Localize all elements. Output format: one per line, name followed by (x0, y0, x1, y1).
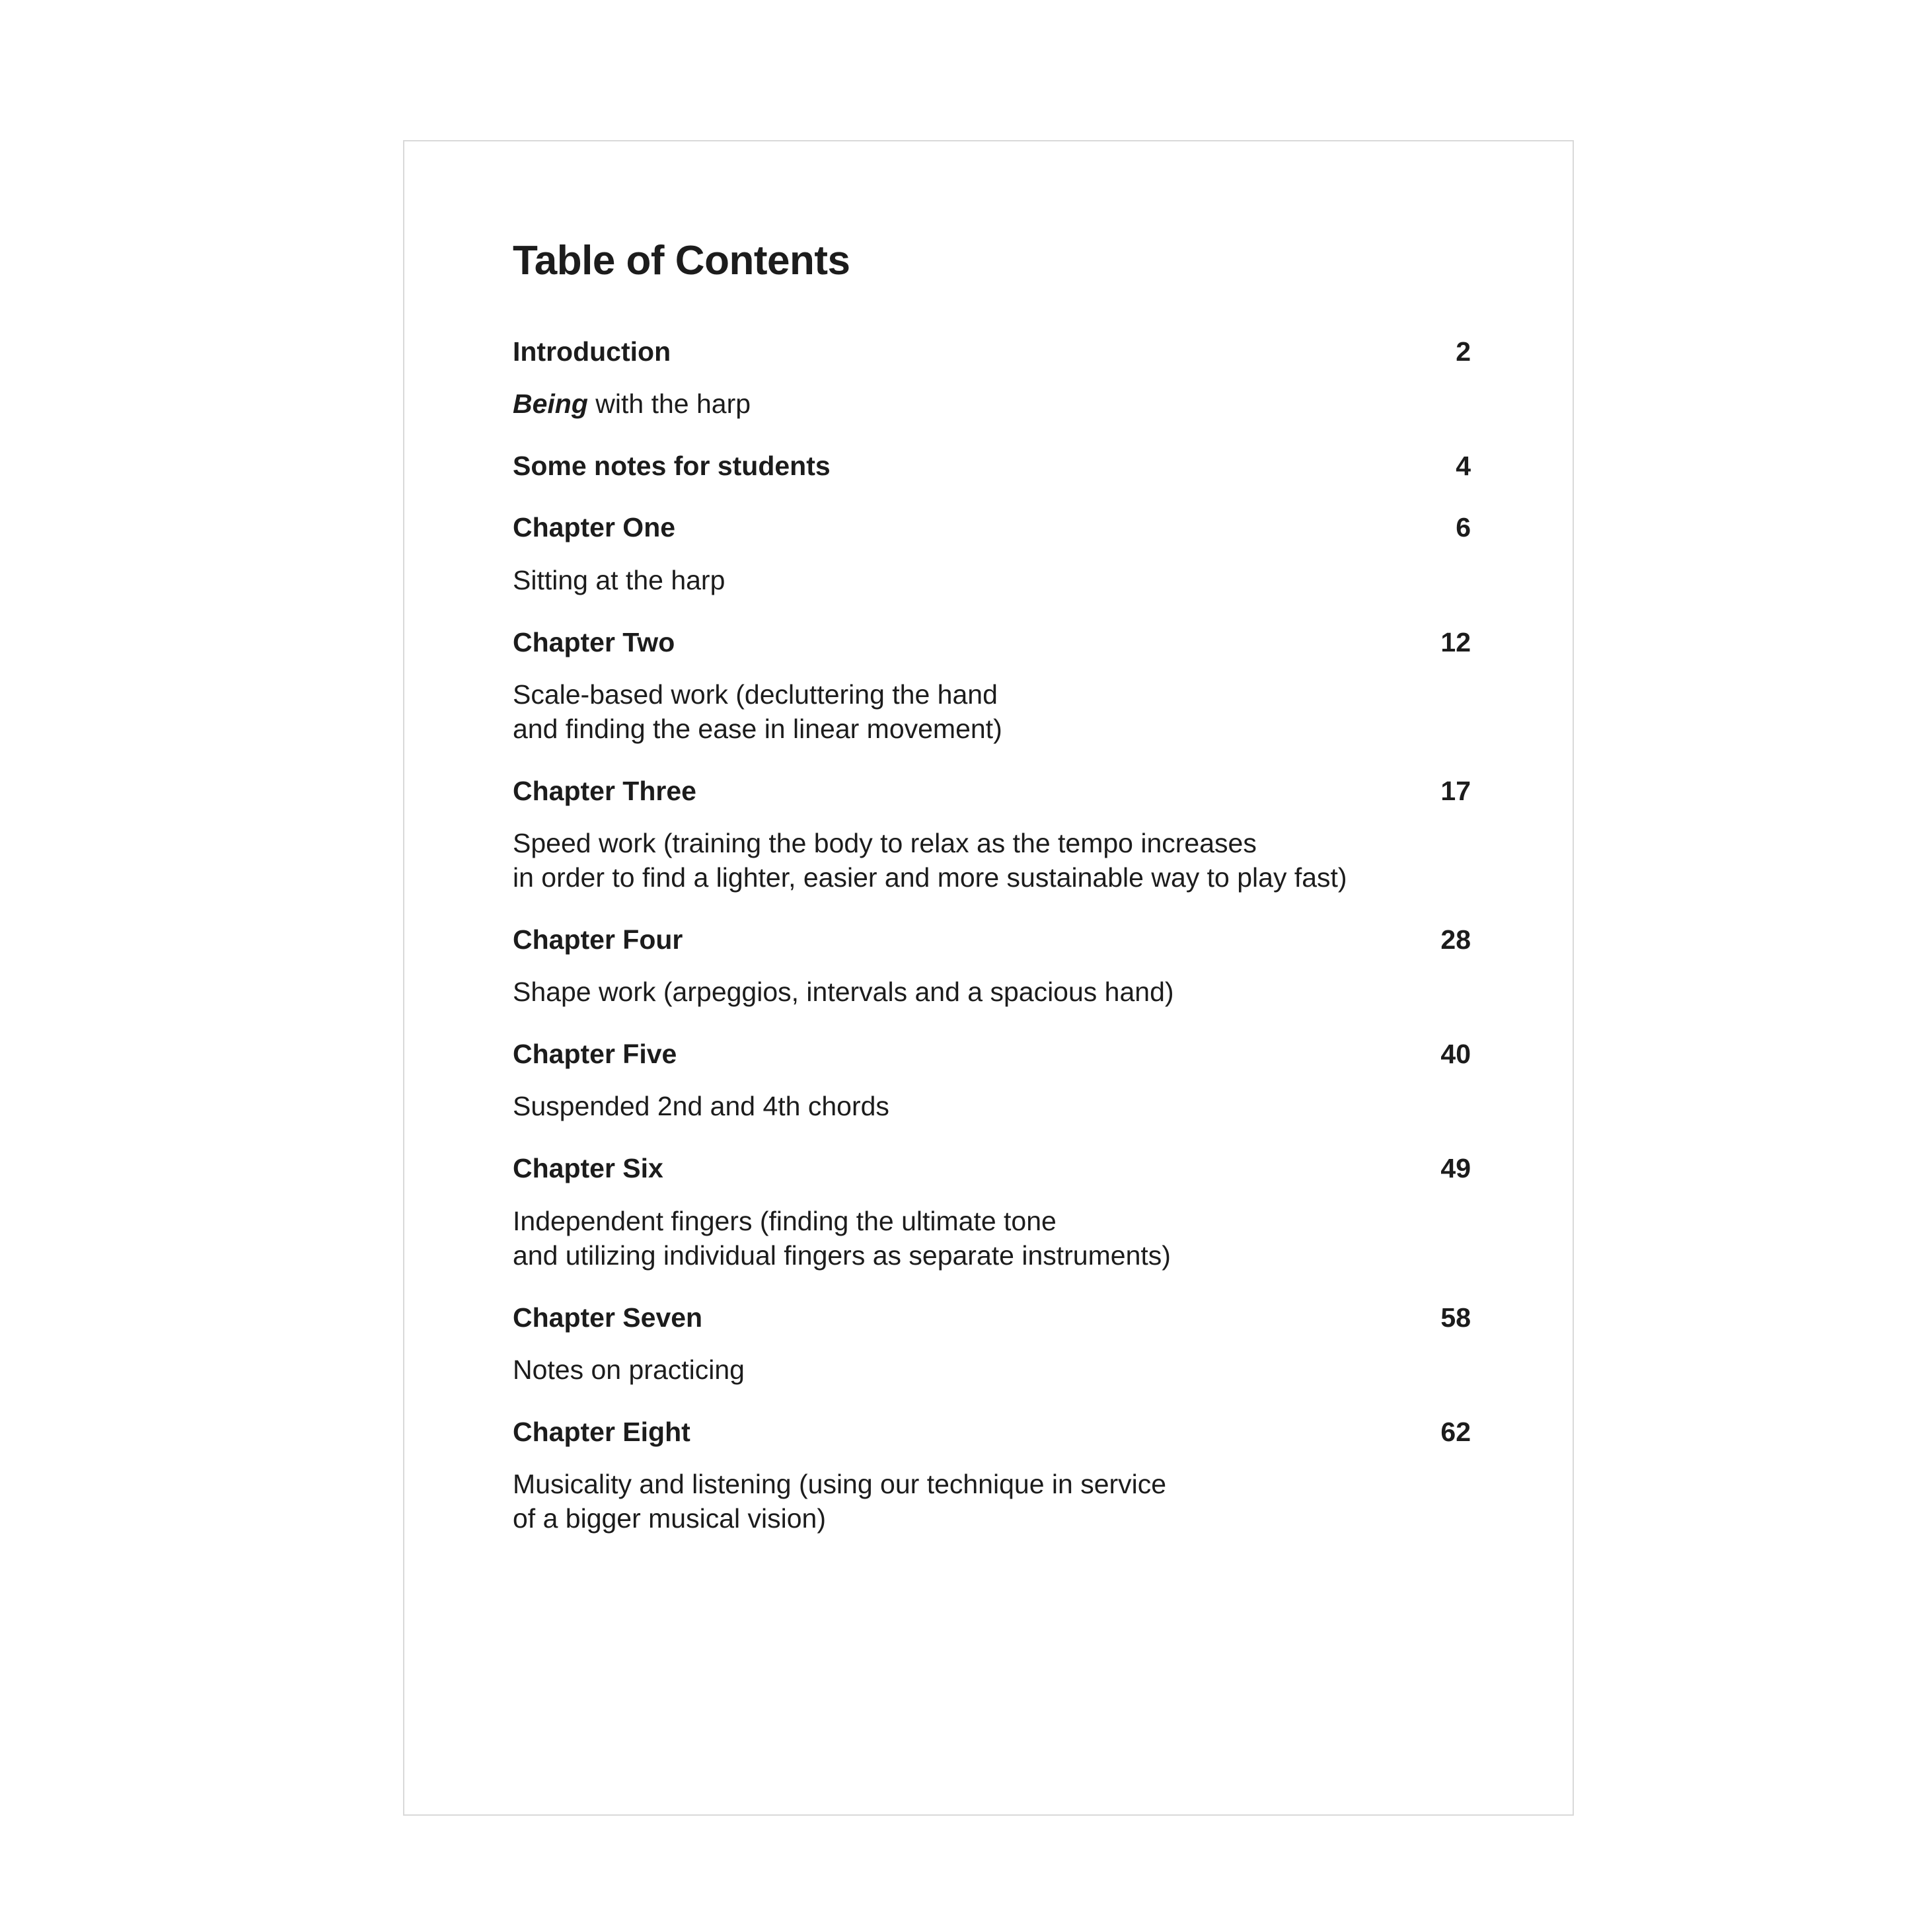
entry-heading: Introduction (513, 336, 671, 367)
toc-entry-chapter-seven (513, 1302, 1471, 1387)
entry-heading: Chapter Seven (513, 1302, 703, 1333)
toc-entry-introduction (513, 336, 1471, 421)
entry-page-number: 2 (1456, 336, 1471, 367)
entry-description (513, 677, 1471, 746)
toc-entry-chapter-eight (513, 1416, 1471, 1536)
entry-page-number: 49 (1440, 1153, 1471, 1184)
entry-description-line: Independent fingers (finding the ultimate tone (513, 1205, 1057, 1236)
entry-description (513, 826, 1471, 895)
entry-heading: Chapter One (513, 512, 676, 543)
entry-description (513, 387, 1471, 421)
toc-entry-chapter-four (513, 924, 1471, 1009)
entry-description-line: and utilizing individual fingers as separate instruments) (513, 1240, 1171, 1271)
entry-description-line: Suspended 2nd and 4th chords (513, 1091, 889, 1122)
entry-page-number: 62 (1440, 1416, 1471, 1447)
entry-description-line: and finding the ease in linear movement) (513, 713, 1002, 744)
document-page (403, 140, 1574, 1816)
entry-heading: Some notes for students (513, 451, 831, 482)
entry-description-line: Notes on practicing (513, 1354, 745, 1385)
entry-page-number: 58 (1440, 1302, 1471, 1333)
toc-entry-chapter-one (513, 511, 1471, 597)
entry-description (513, 975, 1471, 1009)
toc-entry-chapter-five (513, 1038, 1471, 1123)
toc-entry-chapter-two (513, 626, 1471, 746)
entry-description (513, 1089, 1471, 1123)
entry-page-number: 6 (1456, 512, 1471, 543)
entry-description (513, 1353, 1471, 1387)
entry-heading: Chapter Three (513, 775, 696, 806)
entry-heading: Chapter Two (513, 626, 675, 657)
entry-description (513, 1204, 1471, 1273)
entry-page-number: 17 (1440, 775, 1471, 806)
toc-entry-chapter-six (513, 1152, 1471, 1272)
entry-description (513, 1467, 1471, 1536)
toc-content (513, 238, 1471, 1565)
entry-description-line: in order to find a lighter, easier and more sustainable way to play fast) (513, 862, 1347, 893)
entry-description-line: Sitting at the harp (513, 564, 725, 595)
entry-heading: Chapter Six (513, 1153, 663, 1184)
entry-description-line: Scale-based work (decluttering the hand (513, 679, 998, 710)
entry-description-line: Speed work (training the body to relax as the tempo increases (513, 827, 1257, 858)
entry-description-line: with the harp (587, 389, 751, 420)
page-title: Table of Contents (513, 238, 850, 283)
entry-heading: Chapter Four (513, 924, 683, 955)
entry-heading: Chapter Five (513, 1039, 677, 1070)
entry-description-line: Musicality and listening (using our technique in service (513, 1468, 1167, 1499)
entry-description (513, 563, 1471, 597)
toc-entry-notes-for-students (513, 450, 1471, 482)
entry-description-line: Shape work (arpeggios, intervals and a spacious hand) (513, 977, 1174, 1008)
entry-page-number: 40 (1440, 1039, 1471, 1070)
entry-heading: Chapter Eight (513, 1416, 690, 1447)
entry-page-number: 4 (1456, 451, 1471, 482)
entry-description-emphasis: Being (513, 389, 588, 420)
entry-description-line: of a bigger musical vision) (513, 1503, 826, 1534)
toc-entry-chapter-three (513, 775, 1471, 895)
entry-page-number: 12 (1440, 626, 1471, 657)
entry-page-number: 28 (1440, 924, 1471, 955)
